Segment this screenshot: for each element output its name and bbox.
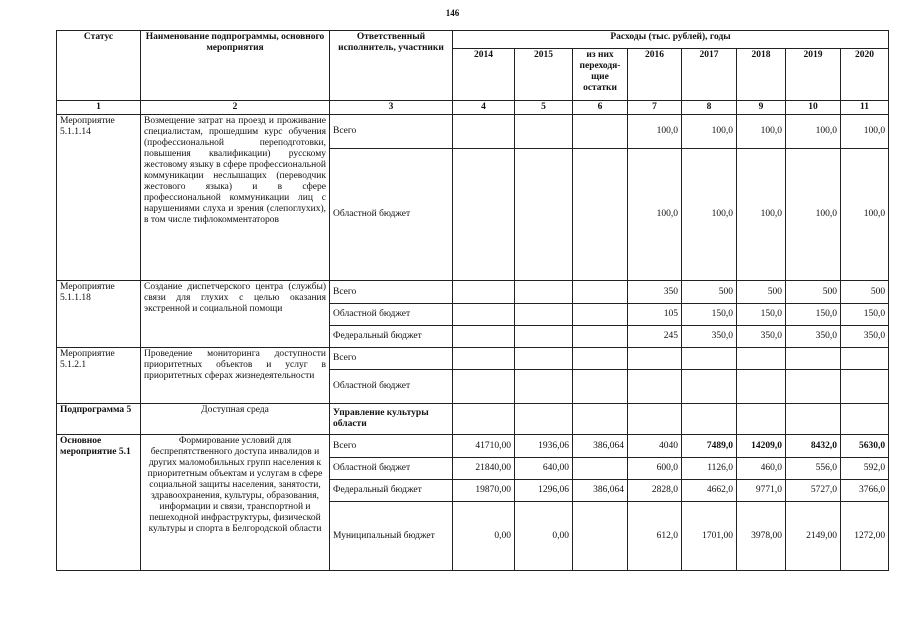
executor-cell: Областной бюджет [330, 304, 453, 326]
value-cell [573, 348, 628, 370]
value-cell [786, 370, 841, 404]
value-cell [841, 404, 889, 435]
table-row [57, 281, 889, 304]
value-cell: 100,0 [682, 149, 737, 281]
executor-cell: Областной бюджет [330, 370, 453, 404]
value-cell [453, 348, 515, 370]
value-cell: 100,0 [628, 149, 682, 281]
value-cell [515, 326, 573, 348]
value-cell: 100,0 [737, 149, 786, 281]
value-cell: 3978,00 [737, 502, 786, 571]
value-cell: 500 [786, 281, 841, 304]
value-cell: 7489,0 [682, 435, 737, 458]
value-cell: 150,0 [737, 304, 786, 326]
executor-cell: Федеральный бюджет [330, 326, 453, 348]
value-cell: 150,0 [682, 304, 737, 326]
value-cell [453, 115, 515, 149]
status-cell: Мероприятие 5.1.1.18 [57, 281, 141, 348]
column-number: 4 [453, 101, 515, 115]
value-cell: 19870,00 [453, 480, 515, 502]
value-cell: 105 [628, 304, 682, 326]
value-cell: 350,0 [682, 326, 737, 348]
value-cell: 556,0 [786, 458, 841, 480]
value-cell [573, 304, 628, 326]
value-cell: 1272,00 [841, 502, 889, 571]
year-header: 2018 [737, 49, 786, 101]
value-cell: 1936,06 [515, 435, 573, 458]
value-cell [573, 149, 628, 281]
year-header: из них переходя-щие остатки [573, 49, 628, 101]
column-number-row [57, 101, 889, 115]
year-header: 2017 [682, 49, 737, 101]
value-cell [453, 404, 515, 435]
value-cell: 640,00 [515, 458, 573, 480]
executor-cell: Всего [330, 115, 453, 149]
table-row [57, 348, 889, 370]
value-cell [453, 370, 515, 404]
value-cell: 4662,0 [682, 480, 737, 502]
table-row [57, 115, 889, 149]
value-cell [841, 370, 889, 404]
status-cell: Основное мероприятие 5.1 [57, 435, 141, 571]
value-cell [573, 281, 628, 304]
value-cell: 21840,00 [453, 458, 515, 480]
value-cell [573, 326, 628, 348]
column-number: 8 [682, 101, 737, 115]
executor-cell: Всего [330, 435, 453, 458]
year-header: 2016 [628, 49, 682, 101]
value-cell [573, 404, 628, 435]
value-cell: 41710,00 [453, 435, 515, 458]
column-number: 5 [515, 101, 573, 115]
value-cell: 8432,0 [786, 435, 841, 458]
value-cell: 5630,0 [841, 435, 889, 458]
table-row [57, 404, 889, 435]
expenses-table [56, 30, 889, 571]
status-cell: Мероприятие 5.1.1.14 [57, 115, 141, 281]
header-expenses: Расходы (тыс. рублей), годы [453, 31, 889, 49]
value-cell: 100,0 [786, 149, 841, 281]
value-cell: 1126,0 [682, 458, 737, 480]
value-cell: 100,0 [682, 115, 737, 149]
column-number: 2 [141, 101, 330, 115]
value-cell [573, 502, 628, 571]
year-header: 2019 [786, 49, 841, 101]
column-number: 10 [786, 101, 841, 115]
value-cell: 500 [737, 281, 786, 304]
value-cell [515, 281, 573, 304]
executor-cell: Управление культуры области [330, 404, 453, 435]
value-cell: 14209,0 [737, 435, 786, 458]
value-cell [628, 348, 682, 370]
value-cell: 350,0 [841, 326, 889, 348]
value-cell [515, 404, 573, 435]
value-cell: 100,0 [786, 115, 841, 149]
year-header: 2014 [453, 49, 515, 101]
value-cell [453, 304, 515, 326]
header-executor: Ответственный исполнитель, участники [330, 31, 453, 101]
name-cell: Доступная среда [141, 404, 330, 435]
value-cell [515, 115, 573, 149]
value-cell [682, 370, 737, 404]
value-cell: 100,0 [841, 115, 889, 149]
value-cell: 350,0 [786, 326, 841, 348]
name-cell: Формирование условий для беспрепятственного доступа инвалидов и других маломобильных групп населения к приоритетным объектам и услугам в сфере социальной защиты населения, занятости, здравоохранения, культуры, образования, информации и связи, транспортной и пешеходной инфраструктуры, физической культуры и спорта в Белгородской области [141, 435, 330, 571]
value-cell [573, 370, 628, 404]
executor-cell: Областной бюджет [330, 149, 453, 281]
value-cell [515, 304, 573, 326]
value-cell: 386,064 [573, 480, 628, 502]
column-number: 6 [573, 101, 628, 115]
column-number: 7 [628, 101, 682, 115]
value-cell [573, 115, 628, 149]
value-cell: 150,0 [841, 304, 889, 326]
page-number: 146 [445, 8, 460, 18]
value-cell [515, 348, 573, 370]
value-cell: 350,0 [737, 326, 786, 348]
value-cell: 3766,0 [841, 480, 889, 502]
value-cell [453, 281, 515, 304]
value-cell [628, 404, 682, 435]
value-cell [515, 370, 573, 404]
value-cell [628, 370, 682, 404]
value-cell: 460,0 [737, 458, 786, 480]
value-cell [453, 326, 515, 348]
value-cell: 350 [628, 281, 682, 304]
value-cell: 100,0 [737, 115, 786, 149]
header-status: Статус [57, 31, 141, 101]
value-cell: 2149,00 [786, 502, 841, 571]
value-cell: 386,064 [573, 435, 628, 458]
value-cell [841, 348, 889, 370]
column-number: 1 [57, 101, 141, 115]
value-cell: 245 [628, 326, 682, 348]
column-number: 9 [737, 101, 786, 115]
executor-cell: Областной бюджет [330, 458, 453, 480]
value-cell: 500 [682, 281, 737, 304]
value-cell [515, 149, 573, 281]
value-cell: 4040 [628, 435, 682, 458]
year-header: 2020 [841, 49, 889, 101]
status-cell: Мероприятие 5.1.2.1 [57, 348, 141, 404]
header-name: Наименование подпрограммы, основного мероприятия [141, 31, 330, 101]
value-cell [682, 348, 737, 370]
value-cell [737, 404, 786, 435]
value-cell: 500 [841, 281, 889, 304]
executor-cell: Муниципальный бюджет [330, 502, 453, 571]
value-cell [573, 458, 628, 480]
status-cell: Подпрограмма 5 [57, 404, 141, 435]
executor-cell: Всего [330, 281, 453, 304]
value-cell [737, 348, 786, 370]
value-cell: 100,0 [628, 115, 682, 149]
name-cell: Создание диспетчерского центра (службы) связи для глухих с целью оказания экстренной и социальной помощи [141, 281, 330, 348]
value-cell: 592,0 [841, 458, 889, 480]
value-cell: 600,0 [628, 458, 682, 480]
value-cell [786, 348, 841, 370]
value-cell: 0,00 [515, 502, 573, 571]
table-row [57, 435, 889, 458]
executor-cell: Федеральный бюджет [330, 480, 453, 502]
value-cell: 612,0 [628, 502, 682, 571]
name-cell: Возмещение затрат на проезд и проживание специалистам, прошедшим курс обучения (профессиональной переподготовки, повышения квалификации) русскому жестовому языку в сфере профессиональной коммуникации неслышащих (переводчик жестового языка) и в сфере профессиональной коммуникации лиц с нарушениями слуха и зрения (слепоглухих), в том числе тифлокомментаторов [141, 115, 330, 281]
year-header: 2015 [515, 49, 573, 101]
executor-cell: Всего [330, 348, 453, 370]
value-cell: 9771,0 [737, 480, 786, 502]
value-cell [786, 404, 841, 435]
value-cell: 2828,0 [628, 480, 682, 502]
column-number: 3 [330, 101, 453, 115]
value-cell: 150,0 [786, 304, 841, 326]
value-cell: 1296,06 [515, 480, 573, 502]
value-cell: 0,00 [453, 502, 515, 571]
name-cell: Проведение мониторинга доступности приоритетных объектов и услуг в приоритетных сферах жизнедеятельности [141, 348, 330, 404]
value-cell: 100,0 [841, 149, 889, 281]
value-cell [453, 149, 515, 281]
value-cell [682, 404, 737, 435]
value-cell: 5727,0 [786, 480, 841, 502]
value-cell [737, 370, 786, 404]
table-body [57, 115, 889, 571]
column-number: 11 [841, 101, 889, 115]
value-cell: 1701,00 [682, 502, 737, 571]
